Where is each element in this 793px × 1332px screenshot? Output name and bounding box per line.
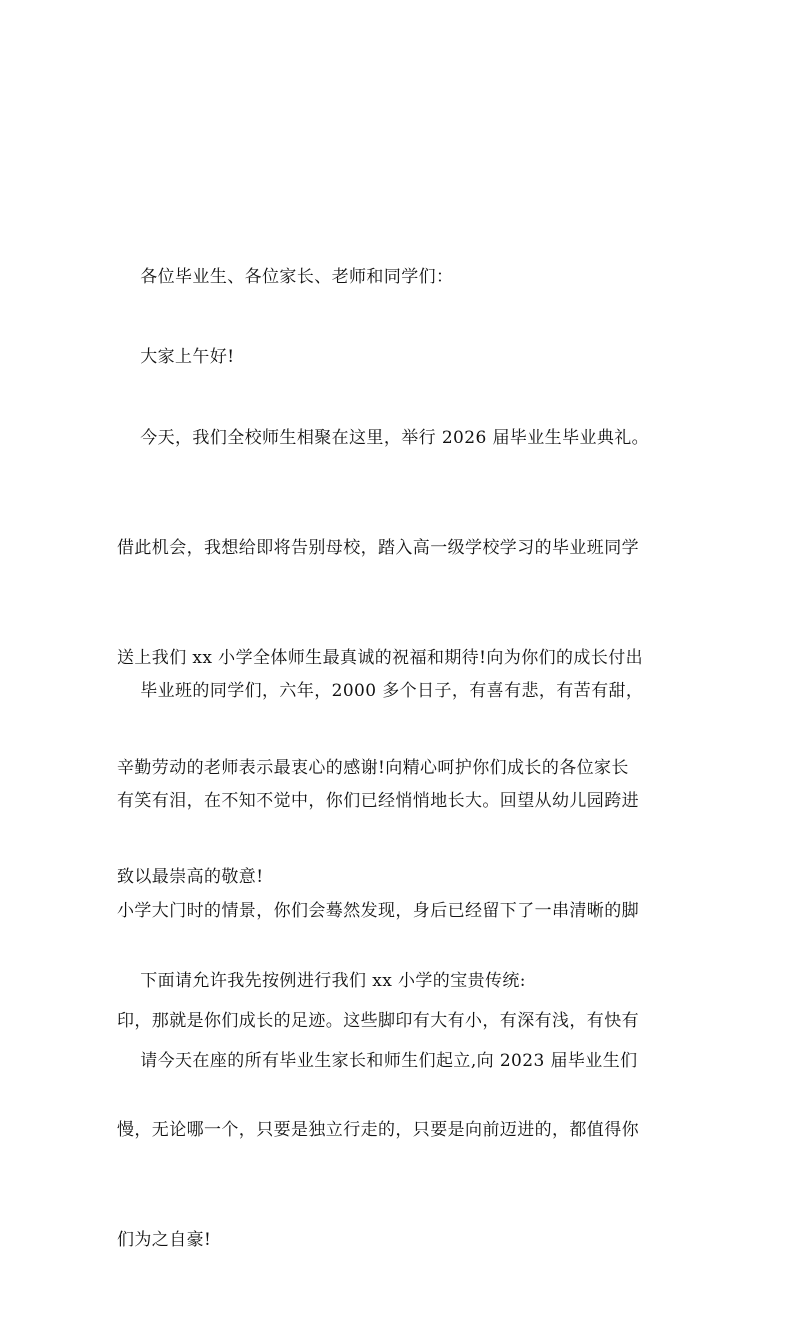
paragraph-line: 们为之自豪! [117,1230,212,1251]
standing-request-paragraph [117,970,693,1153]
paragraph-line: 有笑有泪，在不知不觉中，你们已经悄悄地长大。回望从幼儿园跨进 [117,790,639,811]
paragraph-line: 各位毕业生、各位家长、老师和同学们： [117,267,454,288]
paragraph-line: 借此机会，我想给即将告别母校，踏入高一级学校学习的毕业班同学 [117,537,639,558]
paragraph-line: 今天，我们全校师生相聚在这里，举行 2026 届毕业生毕业典礼。 [117,428,650,449]
paragraph-line: 小学大门时的情景，你们会蓦然发现，身后已经留下了一串清晰的脚 [117,900,639,921]
paragraph-line: 大家上午好! [117,347,235,368]
paragraph-line: 慢，无论哪一个，只要是独立行走的，只要是向前迈进的，都值得你 [117,1120,639,1141]
paragraph-line: 送上我们 xx 小学全体师生最真诚的祝福和期待!向为你们的成长付出 [117,647,644,668]
paragraph-line: 毕业班的同学们，六年，2000 多个日子，有喜有悲，有苦有甜， [117,681,644,702]
paragraph-line: 请今天在座的所有毕业生家长和师生们起立,向 2023 届毕业生们 [117,1051,638,1072]
paragraph-line: 辛勤劳动的老师表示最衷心的感谢!向精心呵护你们成长的各位家长 [117,757,629,778]
paragraph-line: 印，那就是你们成长的足迹。这些脚印有大有小，有深有浅，有快有 [117,1010,639,1031]
paragraph-line: 致以最崇高的敬意! [117,867,264,888]
paragraph-line: 下面请允许我先按例进行我们 xx 小学的宝贵传统: [117,971,526,992]
